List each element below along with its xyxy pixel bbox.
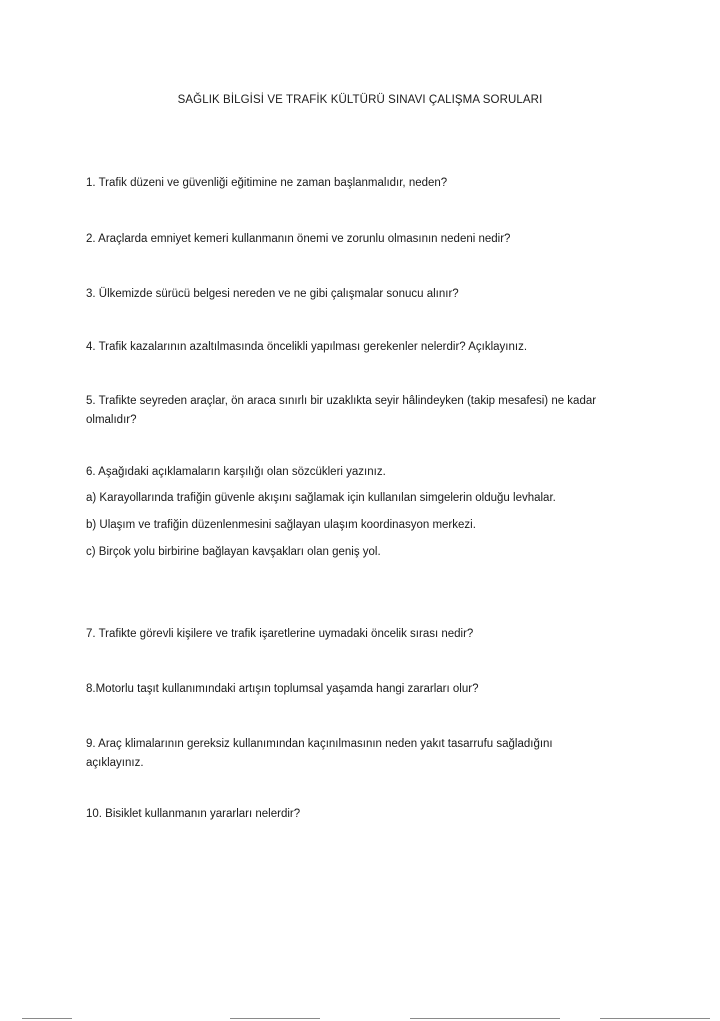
- question-6b: b) Ulaşım ve trafiğin düzenlenmesini sağlayan ulaşım koordinasyon merkezi.: [86, 519, 476, 531]
- question-3: 3. Ülkemizde sürücü belgesi nereden ve ne gibi çalışmalar sonucu alınır?: [86, 288, 459, 300]
- question-2: 2. Araçlarda emniyet kemeri kullanmanın önemi ve zorunlu olmasının nedeni nedir?: [86, 233, 511, 245]
- scan-artifact-line: [22, 1018, 72, 1019]
- question-6c: c) Birçok yolu birbirine bağlayan kavşakları olan geniş yol.: [86, 546, 381, 558]
- question-1: 1. Trafik düzeni ve güvenliği eğitimine ne zaman başlanmalıdır, neden?: [86, 177, 448, 189]
- question-4: 4. Trafik kazalarının azaltılmasında öncelikli yapılması gerekenler nelerdir? Açıklayınız.: [86, 341, 528, 353]
- scan-artifact-line: [410, 1018, 560, 1019]
- question-10: 10. Bisiklet kullanmanın yararları nelerdir?: [86, 808, 301, 820]
- question-7: 7. Trafikte görevli kişilere ve trafik işaretlerine uymadaki öncelik sırası nedir?: [86, 628, 474, 640]
- question-5: 5. Trafikte seyreden araçlar, ön araca sınırlı bir uzaklıkta seyir hâlindeyken (takip mesafesi) ne kadar olmalıdır?: [86, 395, 597, 426]
- question-6a: a) Karayollarında trafiğin güvenle akışını sağlamak için kullanılan simgelerin olduğu levhalar.: [86, 492, 556, 504]
- scan-artifact-line: [230, 1018, 320, 1019]
- question-8: 8.Motorlu taşıt kullanımındaki artışın toplumsal yaşamda hangi zararları olur?: [86, 683, 479, 695]
- question-6: 6. Aşağıdaki açıklamaların karşılığı olan sözcükleri yazınız.: [86, 466, 386, 478]
- scan-artifact-line: [600, 1018, 710, 1019]
- document-title: SAĞLIK BİLGİSİ VE TRAFİK KÜLTÜRÜ SINAVI ÇALIŞMA SORULARI: [177, 94, 543, 106]
- question-9: 9. Araç klimalarının gereksiz kullanımından kaçınılmasının neden yakıt tasarrufu sağladığını açıklayınız.: [86, 738, 553, 769]
